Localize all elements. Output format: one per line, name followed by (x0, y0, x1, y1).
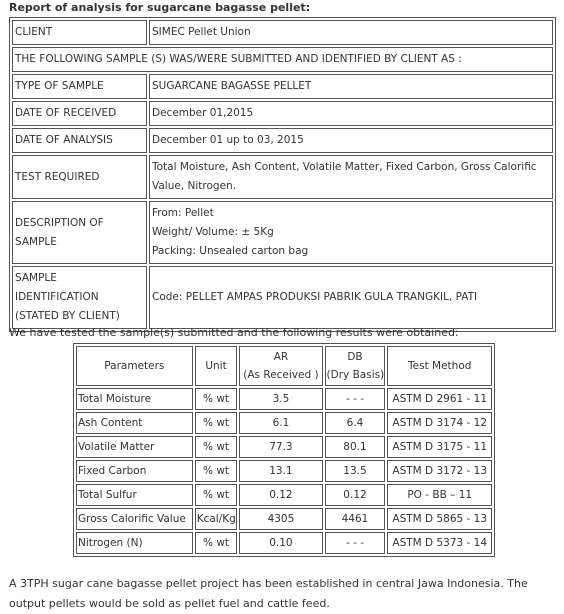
header-ar-line: AR (273, 351, 289, 363)
description-line: Weight/ Volume: ± 5Kg (152, 226, 274, 238)
type-value: SUGARCANE BAGASSE PELLET (149, 74, 553, 99)
method-cell: ASTM D 5865 - 13 (387, 508, 492, 530)
unit-cell: % wt (195, 532, 238, 554)
table-row (76, 388, 492, 410)
param-cell: Nitrogen (N) (76, 532, 193, 554)
header-db-line: DB (347, 351, 363, 363)
header-parameters: Parameters (76, 346, 193, 386)
table-row (76, 484, 492, 506)
method-cell: ASTM D 3174 - 12 (387, 412, 492, 434)
db-cell: 4461 (325, 508, 386, 530)
description-line: Packing: Unsealed carton bag (152, 245, 309, 257)
test-row (12, 155, 553, 199)
results-intro: We have tested the sample(s) submitted and the following results were obtained: (9, 326, 459, 339)
unit-cell: % wt (195, 484, 238, 506)
description-value (149, 201, 553, 264)
ar-cell: 3.5 (239, 388, 322, 410)
sample-info-table (9, 17, 556, 332)
description-label (12, 201, 147, 264)
submitted-statement: THE FOLLOWING SAMPLE (S) WAS/WERE SUBMITTED AND IDENTIFIED BY CLIENT AS : (12, 47, 553, 72)
ar-cell: 6.1 (239, 412, 322, 434)
param-cell: Gross Calorific Value (76, 508, 193, 530)
db-cell: 6.4 (325, 412, 386, 434)
results-header-row (76, 346, 492, 386)
analysis-value: December 01 up to 03, 2015 (149, 128, 553, 153)
analysis-row (12, 128, 553, 153)
ar-cell: 4305 (239, 508, 322, 530)
table-row (76, 460, 492, 482)
header-db-line: (Dry Basis) (326, 369, 385, 381)
param-cell: Total Sulfur (76, 484, 193, 506)
identification-label-line: SAMPLE (15, 272, 57, 284)
ar-cell: 13.1 (239, 460, 322, 482)
method-cell: ASTM D 2961 - 11 (387, 388, 492, 410)
ar-cell: 0.12 (239, 484, 322, 506)
header-ar (239, 346, 322, 386)
description-line: From: Pellet (152, 207, 214, 219)
header-ar-line: (As Received ) (243, 369, 319, 381)
type-row (12, 74, 553, 99)
description-label-line: SAMPLE (15, 235, 57, 248)
test-label: TEST REQUIRED (12, 155, 147, 199)
identification-value: Code: PELLET AMPAS PRODUKSI PABRIK GULA TRANGKIL, PATI (149, 266, 553, 329)
method-cell: ASTM D 3175 - 11 (387, 436, 492, 458)
db-cell: 0.12 (325, 484, 386, 506)
results-table (73, 343, 495, 557)
param-cell: Total Moisture (76, 388, 193, 410)
method-cell: ASTM D 5373 - 14 (387, 532, 492, 554)
method-cell: ASTM D 3172 - 13 (387, 460, 492, 482)
param-cell: Volatile Matter (76, 436, 193, 458)
client-label: CLIENT (12, 20, 147, 45)
ar-cell: 0.10 (239, 532, 322, 554)
received-label: DATE OF RECEIVED (12, 101, 147, 126)
unit-cell: Kcal/Kg (195, 508, 238, 530)
db-cell: 80.1 (325, 436, 386, 458)
report-title: Report of analysis for sugarcane bagasse pellet: (9, 1, 311, 14)
table-row (76, 508, 492, 530)
identification-row (12, 266, 553, 329)
table-row (76, 412, 492, 434)
header-method: Test Method (387, 346, 492, 386)
table-row (76, 436, 492, 458)
table-row (76, 532, 492, 554)
param-cell: Fixed Carbon (76, 460, 193, 482)
identification-label-line: (STATED BY CLIENT) (15, 310, 120, 322)
received-value: December 01,2015 (149, 101, 553, 126)
client-row (12, 20, 553, 45)
project-note: A 3TPH sugar cane bagasse pellet project has been established in central Jawa Indonesia. The output pellets would be sold as pellet fuel and cattle feed. (9, 577, 528, 610)
received-row (12, 101, 553, 126)
test-value: Total Moisture, Ash Content, Volatile Matter, Fixed Carbon, Gross Calorific Value, Nitrogen. (149, 155, 553, 199)
db-cell: - - - (325, 388, 386, 410)
analysis-label: DATE OF ANALYSIS (12, 128, 147, 153)
db-cell: - - - (325, 532, 386, 554)
method-cell: PO - BB – 11 (387, 484, 492, 506)
header-db (325, 346, 386, 386)
description-row (12, 201, 553, 264)
db-cell: 13.5 (325, 460, 386, 482)
description-label-line: DESCRIPTION OF (15, 216, 104, 229)
unit-cell: % wt (195, 460, 238, 482)
header-unit: Unit (195, 346, 238, 386)
unit-cell: % wt (195, 436, 238, 458)
client-value: SIMEC Pellet Union (149, 20, 553, 45)
submitted-row (12, 47, 553, 72)
unit-cell: % wt (195, 412, 238, 434)
unit-cell: % wt (195, 388, 238, 410)
identification-label (12, 266, 147, 329)
ar-cell: 77.3 (239, 436, 322, 458)
identification-label-line: IDENTIFICATION (15, 291, 99, 303)
type-label: TYPE OF SAMPLE (12, 74, 147, 99)
param-cell: Ash Content (76, 412, 193, 434)
